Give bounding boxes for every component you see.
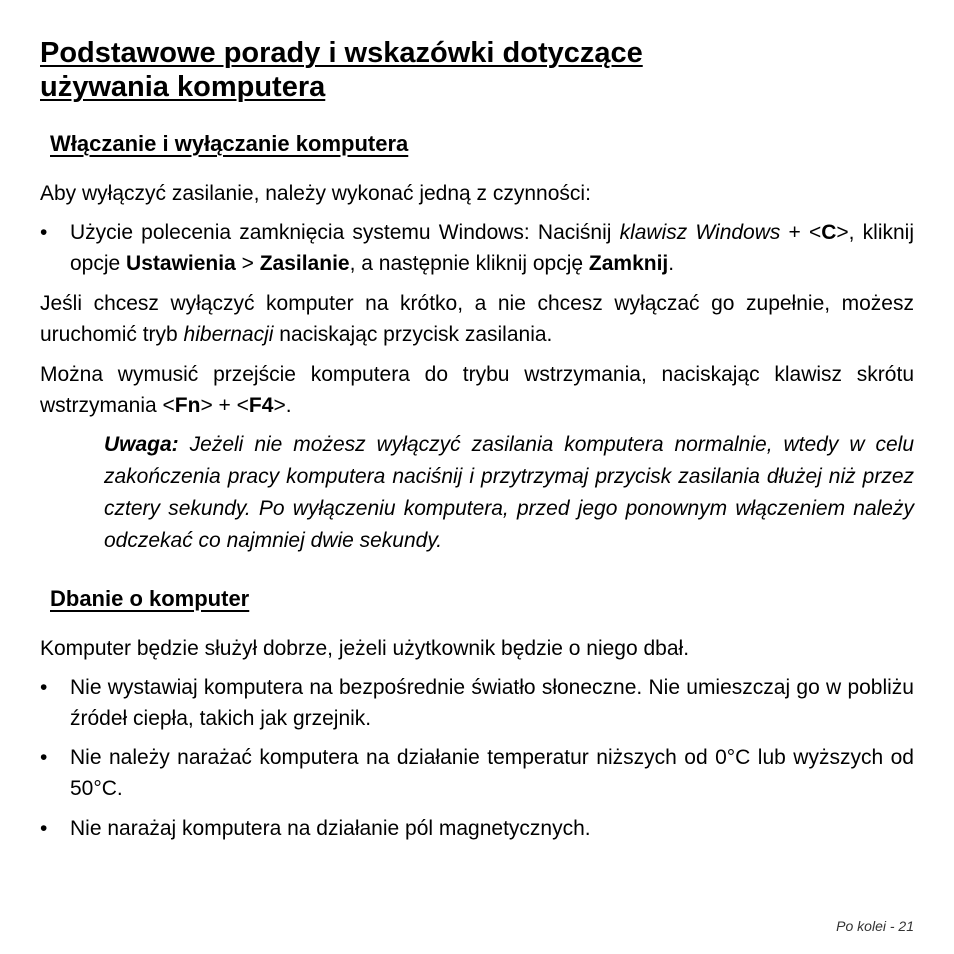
power-text: Zasilanie [259,252,350,275]
key-fn: Fn [174,394,201,417]
power-intro: Aby wyłączyć zasilanie, należy wykonać jedną z czynności: [40,182,591,205]
hibernate-paragraph: Jeśli chcesz wyłączyć komputer na krótko, a nie chcesz wyłączać go zupełnie, możesz uruchomić tryb hibernacji naciskając przycisk zasilania. [40,292,914,346]
list-item: • Nie wystawiaj komputera na bezpośrednie światło słoneczne. Nie umieszczaj go w pobliżu źródeł ciepła, takich jak grzejnik. [40,672,914,734]
power-bullet-list [40,217,914,279]
list-item: • Nie narażaj komputera na działanie pól magnetycznych. [40,813,914,844]
section-heading-power: Włączanie i wyłączanie komputera [50,131,409,156]
document-page [40,36,914,844]
shutdown-text: Zamknij [588,252,669,275]
sleep-paragraph: Można wymusić przejście komputera do trybu wstrzymania, naciskając klawisz skrótu wstrzymania <Fn> + <F4>. [40,363,914,417]
key-c: C [821,221,837,244]
settings-text: Ustawienia [126,252,236,275]
page-title-line-1: Podstawowe porady i wskazówki dotyczące [40,37,643,69]
note-paragraph: Uwaga: Jeżeli nie możesz wyłączyć zasilania komputera normalnie, wtedy w celu zakończenia pracy komputera naciśnij i przytrzymaj przycisk zasilania dłużej niż przez cztery sekundy. Po wyłączeniu komputera, przed jego ponownym włączeniem należy odczekać co najmniej dwie sekundy. [104,433,914,552]
care-bullet-list [40,672,914,844]
key-f4: F4 [248,394,274,417]
list-item: • Użycie polecenia zamknięcia systemu Windows: Naciśnij klawisz Windows + <C>, kliknij opcje Ustawienia > Zasilanie, a następnie kliknij opcję Zamknij. [40,217,914,279]
windows-key-text: klawisz Windows [619,221,781,244]
note-label: Uwaga: [104,433,179,456]
list-item: • Nie należy narażać komputera na działanie temperatur niższych od 0°C lub wyższych od 50°C. [40,742,914,804]
page-footer: Po kolei - 21 [836,918,914,934]
hibernate-term: hibernacji [183,323,274,346]
section-heading-care: Dbanie o komputer [50,586,250,611]
care-intro: Komputer będzie służył dobrze, jeżeli użytkownik będzie o niego dbał. [40,637,690,660]
page-title-line-2: używania komputera [40,71,326,103]
page-title [40,36,914,104]
